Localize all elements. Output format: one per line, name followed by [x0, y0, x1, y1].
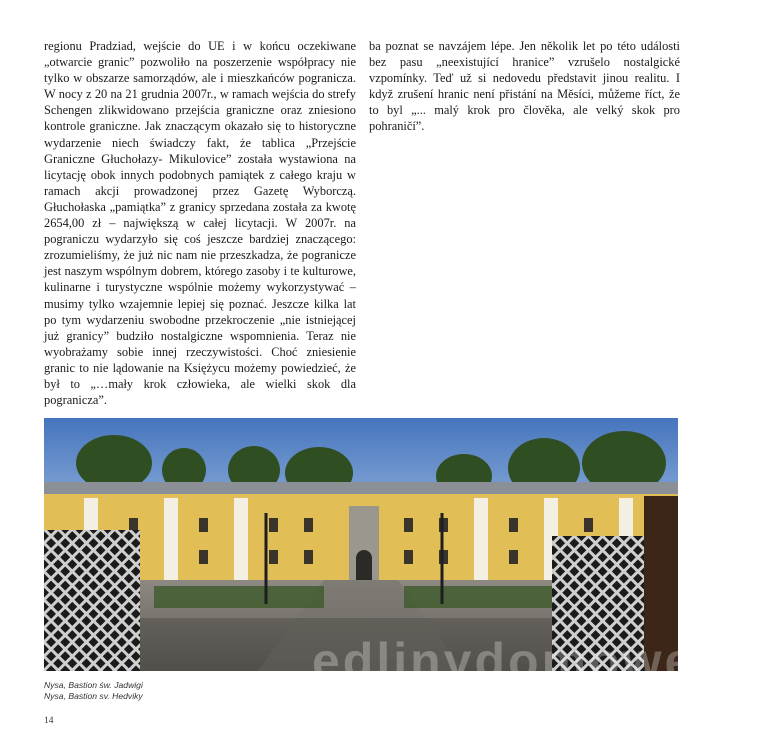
- photo-caption: [44, 680, 143, 702]
- caption-polish: Nysa, Bastion św. Jadwigi: [44, 680, 143, 690]
- photo-illustration: [44, 418, 678, 671]
- watermark-text: edlinydomowe.pl: [312, 633, 763, 689]
- photo-nysa-bastion: [44, 418, 678, 671]
- paragraph-polish: regionu Pradziad, wejście do UE i w końcu oczekiwane „otwarcie granic” pozwoliło na poszerzenie współpracy nie tylko w obszarze samorządów, ale i mieszkańców pogranicza. W nocy z 20 na 21 grudnia 2007r., w ramach wejścia do strefy Schengen zlikwidowano przejścia graniczne oraz zniesiono kontrole graniczne. Jak znaczącym okazało się to historyczne wydarzenie niech świadczy fakt, że tablica „Przejście Graniczne Głuchołazy- Mikulovice” została wystawiona na licytację obok innych podobnych pamiątek z całego kraju w ramach akcji prowadzonej przez Gazetę Wyborczą. Głuchołaska „pamiątka” z granicy sprzedana została za kwotę 2654,00 zł – największą w całej licytacji. W 2007r. na pograniczu wydarzyło się coś jeszcze bardziej znaczącego: zrozumieliśmy, że już nic nam nie przeszkadza, że pogranicze jest naszym wspólnym dobrem, którego zasoby i te kulturowe, kulinarne i turystyczne wspólnie możemy wykorzystywać – musimy tylko wzajemnie lepiej się poznać. Jeszcze kilka lat po tym wydarzeniu swobodne przekroczenie „nie istniejącej już granicy” budziło nostalgiczne wspomnienia. Teraz nie wyobrażamy sobie innej rzeczywistości. Choć zniesienie granic to nie lądowanie na Księżycu możemy powiedzieć, że był to „…mały krok człowieka, ale wielki skok dla pogranicza”.: [44, 39, 356, 408]
- caption-czech: Nysa, Bastion sv. Hedviky: [44, 691, 143, 701]
- text-column-czech: [369, 38, 680, 135]
- text-column-polish: [44, 38, 356, 408]
- paragraph-czech: ba poznat se navzájem lépe. Jen několik let po této události bez pasu „neexistující hranice” vzrušelo nostalgické vzpomínky. Teď už si nedovedu představit jinou realitu. I když zrušení hranic není přistání na Měsíci, můžeme říct, že to byl „... malý krok pro člověka, ale velký skok pro pohraničí”.: [369, 39, 680, 134]
- page-number: 14: [44, 716, 54, 726]
